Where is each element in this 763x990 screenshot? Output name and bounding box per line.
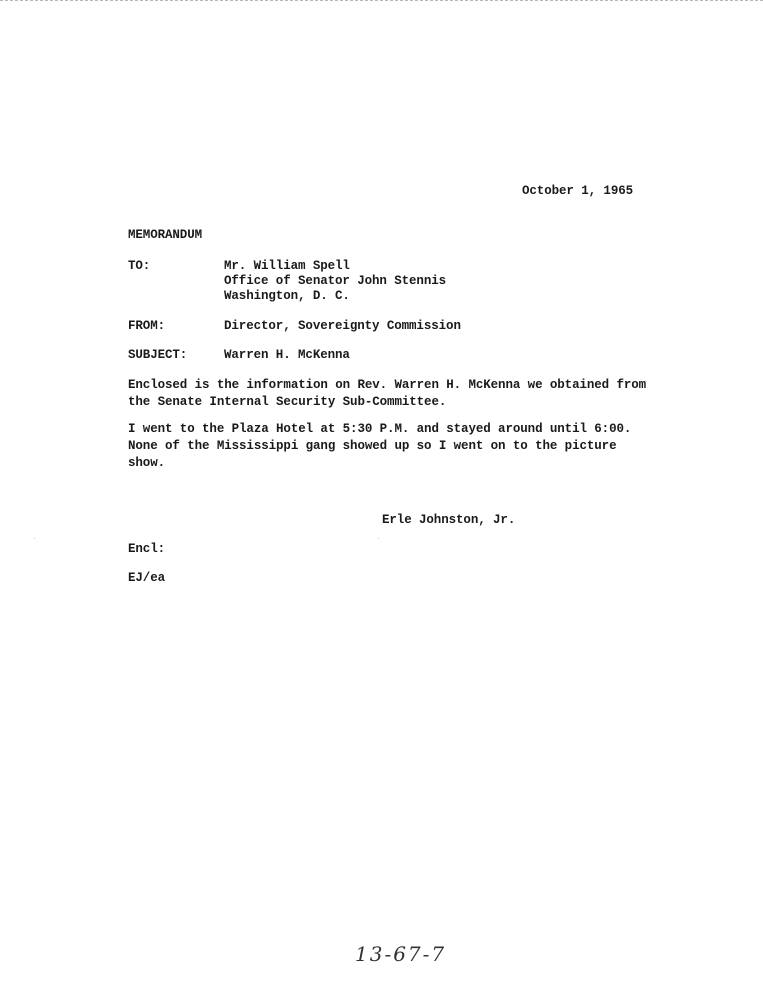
signature-block: Erle Johnston, Jr. — [382, 513, 516, 527]
from-value: Director, Sovereignty Commission — [224, 319, 461, 333]
to-line-city: Washington, D. C. — [224, 289, 350, 303]
body-paragraph-plaza-hotel: I went to the Plaza Hotel at 5:30 P.M. and stayed around until 6:00. None of the Mississippi gang showed up so I went on to the picture show. — [128, 422, 632, 470]
typist-initials: EJ/ea — [128, 571, 166, 585]
paper-speck — [378, 538, 379, 539]
to-line-name: Mr. William Spell — [224, 259, 350, 273]
to-line-office: Office of Senator John Stennis — [224, 274, 447, 288]
memo-heading: MEMORANDUM — [128, 228, 203, 242]
subject-label: SUBJECT: — [128, 348, 188, 362]
body-paragraph-enclosed: Enclosed is the information on Rev. Warren H. McKenna we obtained from the Senate Internal Security Sub-Committee. — [128, 378, 647, 409]
to-label: TO: — [128, 259, 151, 273]
from-label: FROM: — [128, 319, 166, 333]
memo-date: October 1, 1965 — [522, 184, 634, 198]
handwritten-file-number: 13-67-7 — [355, 942, 447, 966]
enclosure-note: Encl: — [128, 542, 166, 556]
subject-value: Warren H. McKenna — [224, 348, 350, 362]
paper-speck — [34, 538, 35, 539]
page-top-edge — [0, 0, 763, 1]
